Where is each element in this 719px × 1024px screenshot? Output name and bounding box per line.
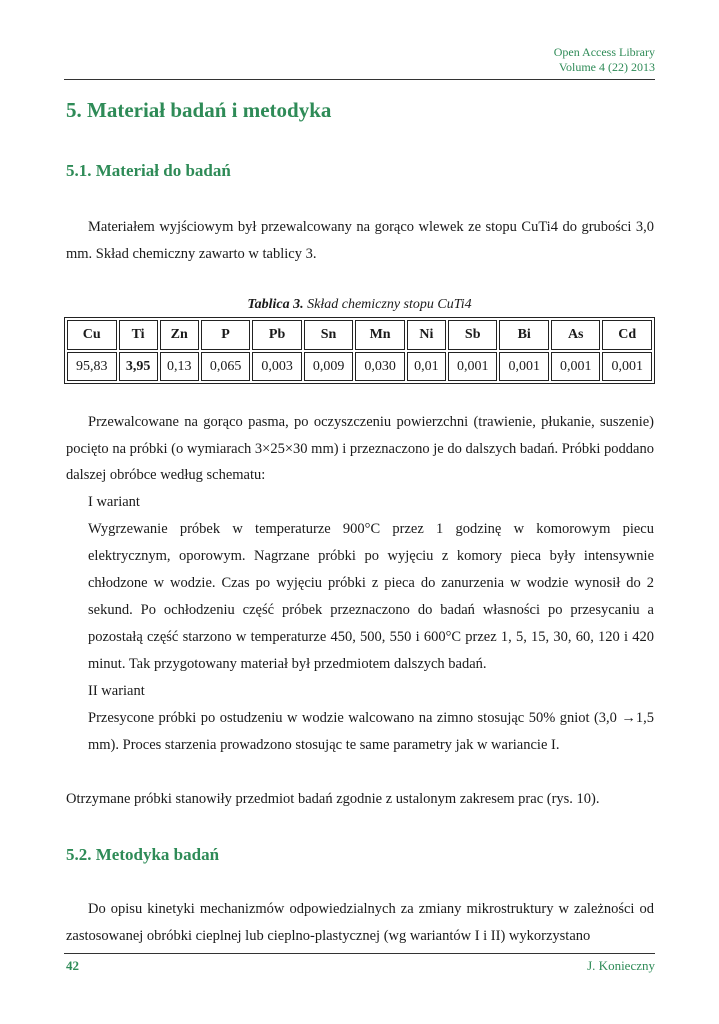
running-header [554,45,655,75]
paragraph-material: Materiałem wyjściowym był przewalcowany na gorąco wlewek ze stopu CuTi4 do grubości 3,0 mm. Skład chemiczny zawarto w tablicy 3. [66,219,654,262]
paragraph-preparation: Przewalcowane na gorąco pasma, po oczyszczeniu powierzchni (trawienie, płukanie, suszenie) pocięto na próbki (o wymiarach 3×25×30 mm) i przeznaczono je do dalszych badań. Próbki poddano dalszej obróbce według schematu: [66,414,654,483]
value-cell-sb: 0,001 [448,352,498,381]
header-cell-ni: Ni [407,320,446,350]
value-cell-pb: 0,003 [252,352,302,381]
value-cell-cd: 0,001 [602,352,652,381]
subsection-title-material: 5.1. Materiał do badań [66,161,231,180]
header-cell-zn: Zn [160,320,199,350]
header-cell-sb: Sb [448,320,498,350]
variant-2-label: II wariant [88,683,145,699]
header-cell-as: As [551,320,601,350]
value-cell-as: 0,001 [551,352,601,381]
variant-2-text: Przesycone próbki po ostudzeniu w wodzie walcowano na zimno stosując 50% gniot (3,0 →1,5 mm). Proces starzenia prowadzono stosując te same parametry jak w wariancie I. [88,710,654,753]
value-cell-sn: 0,009 [304,352,354,381]
variant-1-label: I wariant [88,494,140,510]
value-cell-zn: 0,13 [160,352,199,381]
table-value-row [67,352,652,381]
footer-rule [64,953,655,954]
subsection-title-methodology: 5.2. Metodyka badań [66,845,220,864]
header-cell-pb: Pb [252,320,302,350]
value-cell-p: 0,065 [201,352,251,381]
header-cell-cu: Cu [67,320,117,350]
header-rule [64,79,655,80]
value-cell-mn: 0,030 [355,352,405,381]
page-number: 42 [66,958,79,973]
volume-info: Volume 4 (22) 2013 [558,60,655,74]
paragraph-methodology: Do opisu kinetyki mechanizmów odpowiedzialnych za zmiany mikrostruktury w zależności od zastosowanej obróbki cieplnej lub cieplno-plastycznej (wg wariantów I i II) wykorzystano [66,901,654,944]
table-header-row [67,320,652,350]
section-title: 5. Materiał badań i metodyka [66,98,332,122]
table-caption-label: Tablica 3. [247,297,304,312]
header-cell-sn: Sn [304,320,354,350]
variant-1-text: Wygrzewanie próbek w temperaturze 900°C przez 1 godzinę w komorowym piecu elektrycznym, oporowym. Nagrzane próbki po wyjęciu z komory pieca były intensywnie chłodzone w wodzie. Czas po wyjęciu próbki z pieca do zanurzenia w wodzie wynosił do 2 sekund. Po ochłodzeniu część próbek przeznaczono do badań własności po przesycaniu a pozostałą część starzono w temperaturze 450, 500, 550 i 600°C przez 1, 5, 15, 30, 60, 120 i 420 minut. Tak przygotowany materiał był przedmiotem dalszych badań. [88,521,654,672]
value-cell-ti: 3,95 [119,352,158,381]
journal-name: Open Access Library [553,45,655,59]
composition-table [64,317,655,384]
table-caption [0,297,719,313]
value-cell-cu: 95,83 [67,352,117,381]
header-cell-cd: Cd [602,320,652,350]
header-cell-bi: Bi [499,320,549,350]
header-cell-ti: Ti [119,320,158,350]
header-cell-mn: Mn [355,320,405,350]
table-caption-text: Skład chemiczny stopu CuTi4 [307,297,472,312]
value-cell-bi: 0,001 [499,352,549,381]
paragraph-samples: Otrzymane próbki stanowiły przedmiot badań zgodnie z ustalonym zakresem prac (rys. 10). [66,791,600,807]
value-cell-ni: 0,01 [407,352,446,381]
header-cell-p: P [201,320,251,350]
footer-author: J. Konieczny [587,958,655,973]
